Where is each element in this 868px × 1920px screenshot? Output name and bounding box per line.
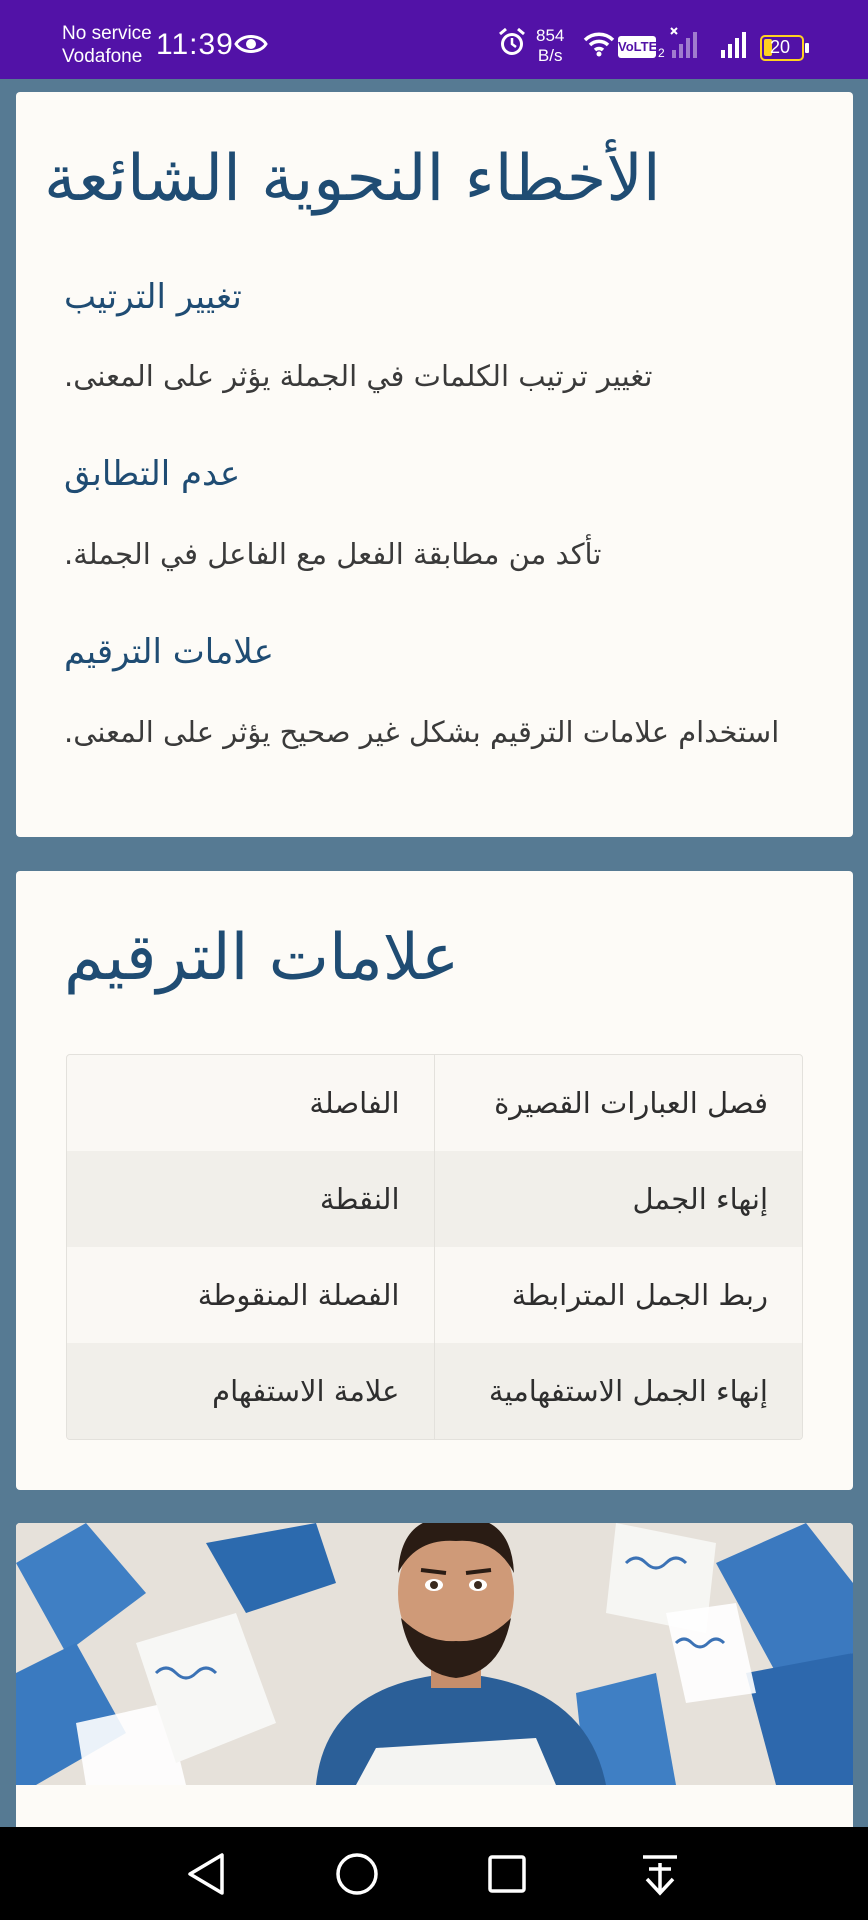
grammar-mistakes-card: [16, 92, 853, 837]
table-cell-use: ربط الجمل المترابطة: [511, 1278, 768, 1312]
alarm-icon: [496, 22, 528, 62]
status-time: 11:39: [156, 28, 234, 61]
carrier-info: [62, 22, 152, 68]
recents-icon[interactable]: [482, 1851, 532, 1897]
status-bar: [0, 0, 868, 79]
table-row: [67, 1247, 802, 1343]
item-text-order: تغيير ترتيب الكلمات في الجملة يؤثر على المعنى.: [64, 359, 653, 393]
item-text-agreement: تأكد من مطابقة الفعل مع الفاعل في الجملة.: [64, 537, 602, 571]
back-icon[interactable]: [182, 1851, 232, 1897]
net-speed: [536, 26, 564, 66]
table-cell-use: فصل العبارات القصيرة: [494, 1086, 768, 1120]
navigation-bar: [0, 1827, 868, 1920]
item-heading-agreement: عدم التطابق: [64, 454, 241, 494]
eye-icon: [234, 32, 268, 56]
item-text-punctuation: استخدام علامات الترقيم بشكل غير صحيح يؤثر على المعنى.: [64, 715, 780, 749]
punctuation-table: [66, 1054, 803, 1440]
notification-pull-icon[interactable]: [635, 1851, 685, 1897]
table-row: [67, 1151, 802, 1247]
table-row: [67, 1055, 802, 1151]
carrier-line-2: Vodafone: [62, 46, 143, 67]
table-cell-use: إنهاء الجمل الاستفهامية: [488, 1374, 768, 1408]
item-heading-order: تغيير الترتيب: [64, 277, 242, 317]
sim-index: 2: [658, 46, 665, 60]
table-row: [67, 1343, 802, 1439]
table-cell-mark: النقطة: [67, 1151, 435, 1247]
table-cell-mark: الفصلة المنقوطة: [67, 1247, 435, 1343]
wifi-icon: [582, 22, 616, 62]
confused-man-illustration: [16, 1523, 853, 1785]
volte-badge: [618, 36, 656, 58]
net-speed-unit: B/s: [537, 46, 563, 65]
signal-strong-icon: [720, 22, 750, 62]
table-cell-mark: علامة الاستفهام: [67, 1343, 435, 1439]
table-cell-use: إنهاء الجمل: [632, 1182, 768, 1216]
item-heading-punctuation: علامات الترقيم: [64, 632, 274, 672]
volte-label: VoLTE: [618, 39, 658, 54]
battery-icon: [760, 35, 804, 61]
net-speed-value: 854: [536, 26, 565, 45]
grammar-card-title: الأخطاء النحوية الشائعة: [44, 142, 661, 216]
punctuation-card-title: علامات الترقيم: [64, 921, 460, 995]
battery-level: 20: [770, 37, 791, 57]
home-icon[interactable]: [332, 1851, 382, 1897]
table-cell-mark: الفاصلة: [67, 1055, 435, 1151]
carrier-line-1: No service: [62, 23, 152, 44]
signal-weak-icon: [670, 22, 702, 62]
